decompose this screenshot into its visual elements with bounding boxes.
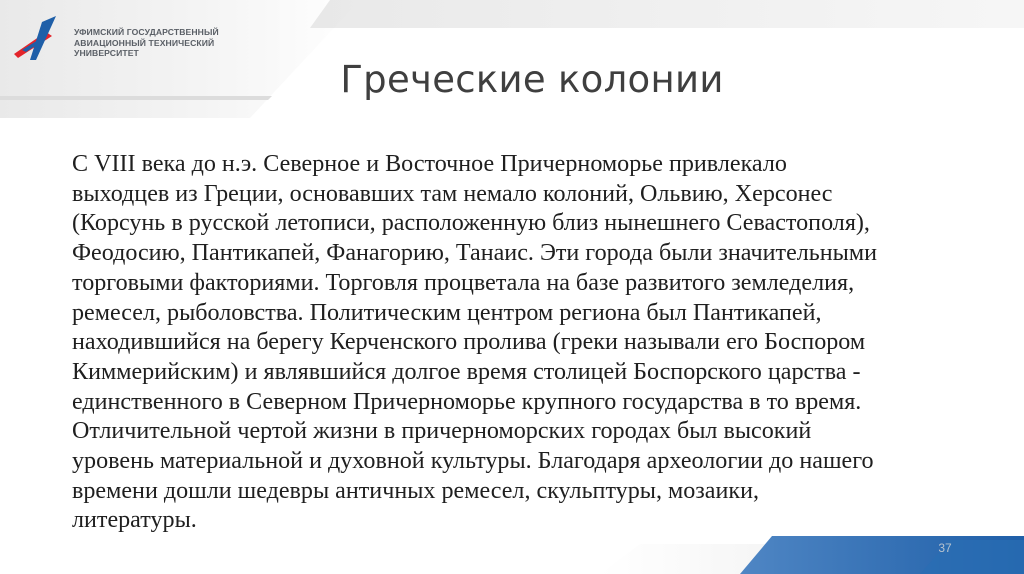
paragraph-line: времени дошли шедевры античных ремесел, скульптуры, мозаики, — [72, 477, 760, 504]
paragraph-line: находившийся на берегу Керченского пролива (греки называли его Боспором — [72, 329, 866, 356]
paragraph-line: торговыми факториями. Торговля процветала на базе развитого земледелия, — [72, 269, 855, 296]
paragraph-line: Феодосию, Пантикапей, Фанагорию, Танаис. Эти города были значительными — [72, 240, 877, 267]
page-number: 37 — [938, 541, 952, 555]
slide-body-text — [72, 150, 972, 536]
paragraph-line: Отличительной чертой жизни в причерноморских городах был высокий — [72, 418, 812, 445]
paragraph-line: ремесел, рыболовства. Политическим центром региона был Пантикапей, — [72, 299, 822, 326]
university-logo — [8, 14, 68, 64]
paragraph-line: уровень материальной и духовной культуры. Благодаря археологии до нашего — [72, 448, 874, 475]
paragraph-line: литературы. — [72, 507, 197, 534]
paragraph-line: С VIII века до н.э. Северное и Восточное Причерноморье привлекало — [72, 151, 787, 177]
slide-title: Греческие колонии — [340, 58, 724, 101]
paragraph-line: Киммерийским) и являвшийся долгое время столицей Боспорского царства - — [72, 358, 861, 385]
paragraph-line: (Корсунь в русской летописи, расположенную близ нынешнего Севастополя), — [72, 210, 870, 237]
paragraph-line: единственного в Северном Причерноморье крупного государства в то время. — [72, 388, 862, 415]
university-name — [74, 27, 219, 59]
university-name-line: УФИМСКИЙ ГОСУДАРСТВЕННЫЙ — [74, 27, 219, 37]
footer-band — [0, 524, 1024, 574]
university-name-line: АВИАЦИОННЫЙ ТЕХНИЧЕСКИЙ — [74, 37, 215, 48]
paragraph-line: выходцев из Греции, основавших там немало колоний, Ольвию, Херсонес — [72, 180, 833, 207]
university-name-line: УНИВЕРСИТЕТ — [74, 48, 139, 59]
